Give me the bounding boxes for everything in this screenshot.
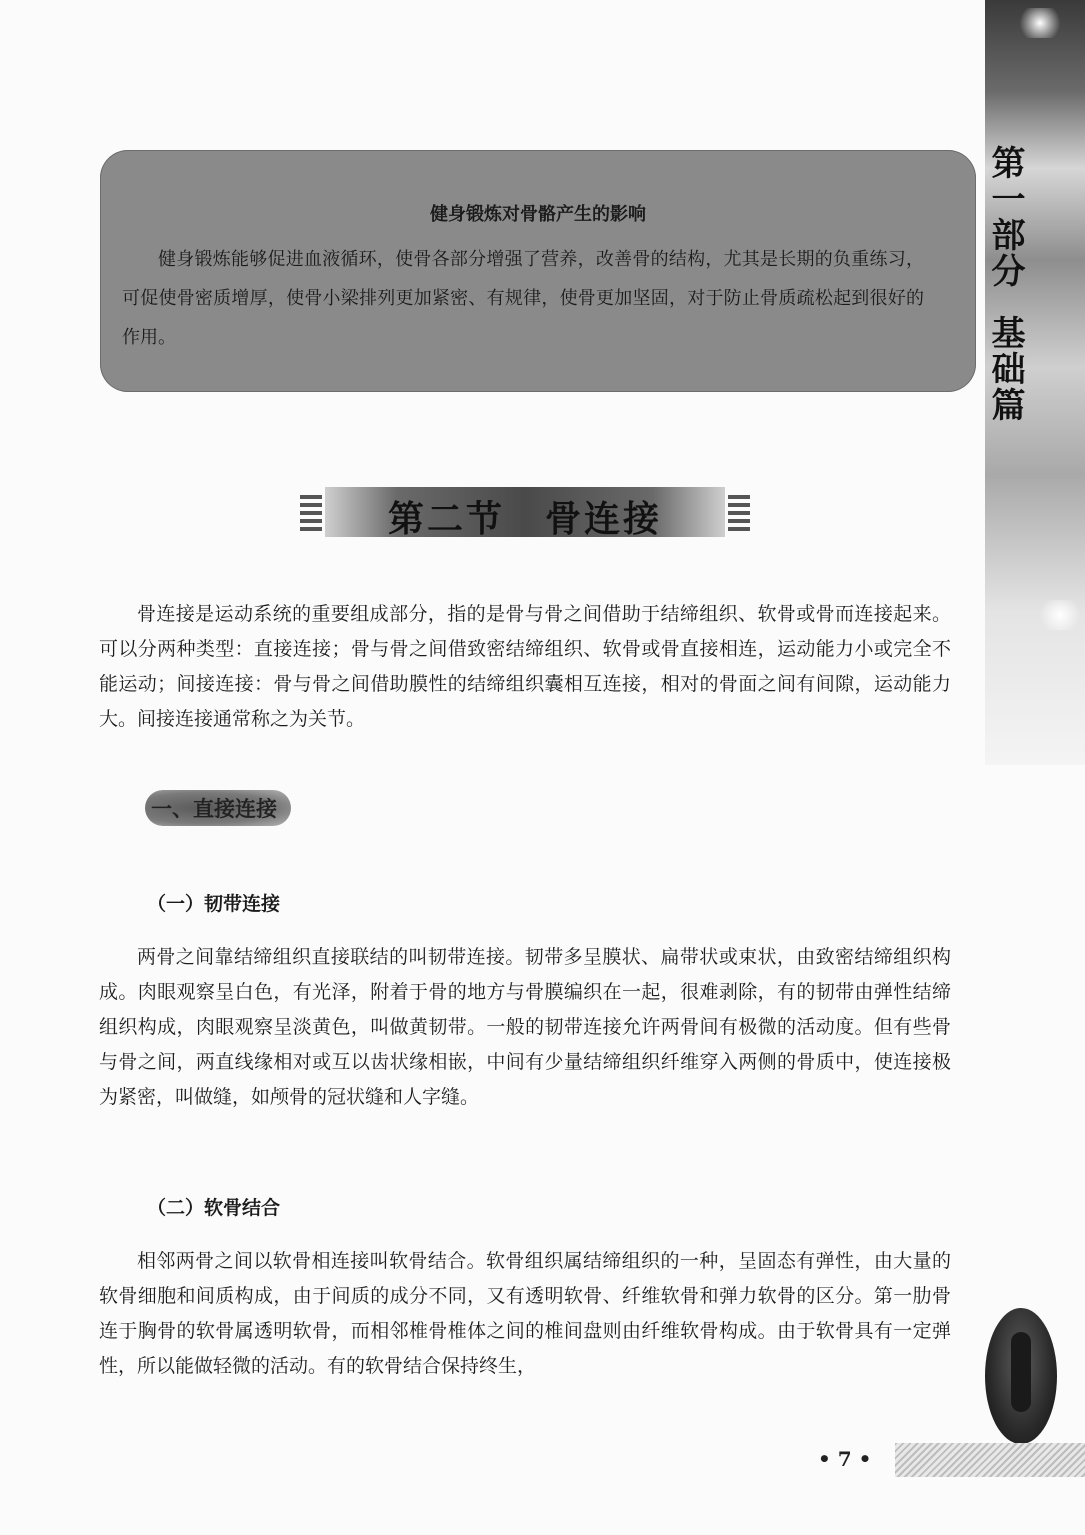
part-char: 分 <box>985 253 1025 289</box>
part-char: 基 <box>985 315 1025 351</box>
heading-pill <box>145 790 291 826</box>
light-flare <box>1015 8 1065 38</box>
light-flare <box>1035 600 1085 630</box>
section-number: 第二节 <box>387 498 505 540</box>
ligament-paragraph: 两骨之间靠结缔组织直接联结的叫韧带连接。韧带多呈膜状、扁带状或束状，由致密结缔组织构成。肉眼观察呈白色，有光泽，附着于骨的地方与骨膜编织在一起，很难剥除，有的韧带由弹性结缔组织构成，肉眼观察呈淡黄色，叫做黄韧带。一般的韧带连接允许两骨间有极微的活动度。但有些骨与骨之间，两直线缘相对或互以齿状缘相嵌，中间有少量结缔组织纤维穿入两侧的骨质中，使连接极为紧密，叫做缝，如颅骨的冠状缝和人字缝。 <box>99 946 951 1108</box>
page-number: • 7 • <box>818 1447 872 1471</box>
part-char: 一 <box>985 181 1025 217</box>
page-footer-strip <box>895 1443 1085 1477</box>
subheading-ligament: （一）韧带连接 <box>147 893 281 915</box>
info-box-body: 健身锻炼能够促进血液循环，使骨各部分增强了营养，改善骨的结构，尤其是长期的负重练习，可促使骨密质增厚，使骨小梁排列更加紧密、有规律，使骨更加坚固，对于防止骨质疏松起到很好的作用。 <box>122 249 924 348</box>
part-char: 础 <box>985 351 1025 387</box>
cartilage-paragraph: 相邻两骨之间以软骨相连接叫软骨结合。软骨组织属结缔组织的一种，呈固态有弹性，由大量的软骨细胞和间质构成，由于间质的成分不同，又有透明软骨、纤维软骨和弹力软骨的区分。第一肋骨连于胸骨的软骨属透明软骨，而相邻椎骨椎体之间的椎间盘则由纤维软骨构成。由于软骨具有一定弹性，所以能做轻微的活动。有的软骨结合保持终生， <box>99 1250 951 1377</box>
section-banner <box>300 487 750 540</box>
heading-direct-connection: 一、直接连接 <box>151 797 277 821</box>
decorative-oval-image <box>985 1308 1057 1444</box>
athlete-silhouette-icon <box>1011 1332 1031 1412</box>
part-char: 第 <box>985 145 1025 181</box>
intro-paragraph: 骨连接是运动系统的重要组成部分，指的是骨与骨之间借助于结缔组织、软骨或骨而连接起来。可以分两种类型：直接连接；骨与骨之间借致密结缔组织、软骨或骨直接相连，运动能力小或完全不能运动；间接连接：骨与骨之间借助膜性的结缔组织囊相互连接，相对的骨面之间有间隙，运动能力大。间接连接通常称之为关节。 <box>99 603 951 730</box>
info-box-title: 健身锻炼对骨骼产生的影响 <box>430 204 646 225</box>
info-callout-box <box>100 150 976 392</box>
part-char: 部 <box>985 217 1025 253</box>
subheading-cartilage: （二）软骨结合 <box>147 1197 281 1219</box>
section-name: 骨连接 <box>545 498 663 540</box>
section-title <box>300 491 750 542</box>
part-char: 篇 <box>985 387 1025 423</box>
part-title-vertical <box>985 145 1030 423</box>
